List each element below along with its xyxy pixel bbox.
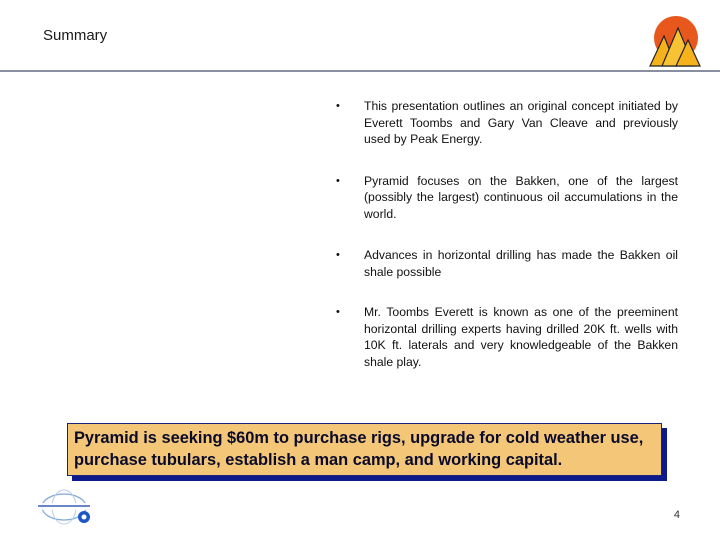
bullet-text: Advances in horizontal drilling has made the Bakken oil shale possible: [364, 248, 678, 279]
bullet-marker: •: [336, 174, 340, 187]
pyramid-sun-logo: [646, 12, 702, 68]
bullet-marker: •: [336, 249, 340, 261]
bullet-text: Pyramid focuses on the Bakken, one of the largest (possibly the largest) continuous oil accumulations in the world.: [364, 173, 678, 221]
company-globe-logo: [34, 487, 96, 531]
bullet-marker: •: [336, 306, 340, 318]
header-divider: [0, 70, 720, 72]
bullet-item: [334, 173, 678, 223]
bullet-text: This presentation outlines an original concept initiated by Everett Toombs and Gary Van Cleave and previously used by Peak Energy.: [364, 99, 678, 146]
funding-callout: Pyramid is seeking $60m to purchase rigs, upgrade for cold weather use, purchase tubulars, establish a man camp, and working capital.: [67, 423, 662, 476]
bullet-item: [334, 98, 678, 148]
page-title: Summary: [43, 27, 108, 44]
summary-bullet-list: [334, 98, 678, 370]
bullet-text: Mr. Toombs Everett is known as one of the preeminent horizontal drilling experts having drilled 20K ft. wells with 10K ft. laterals and very knowledgeable of the Bakken shale play.: [364, 305, 678, 369]
page-number: 4: [673, 509, 680, 521]
bullet-marker: •: [336, 100, 340, 112]
bullet-item: [334, 247, 678, 280]
bullet-item: [334, 304, 678, 370]
